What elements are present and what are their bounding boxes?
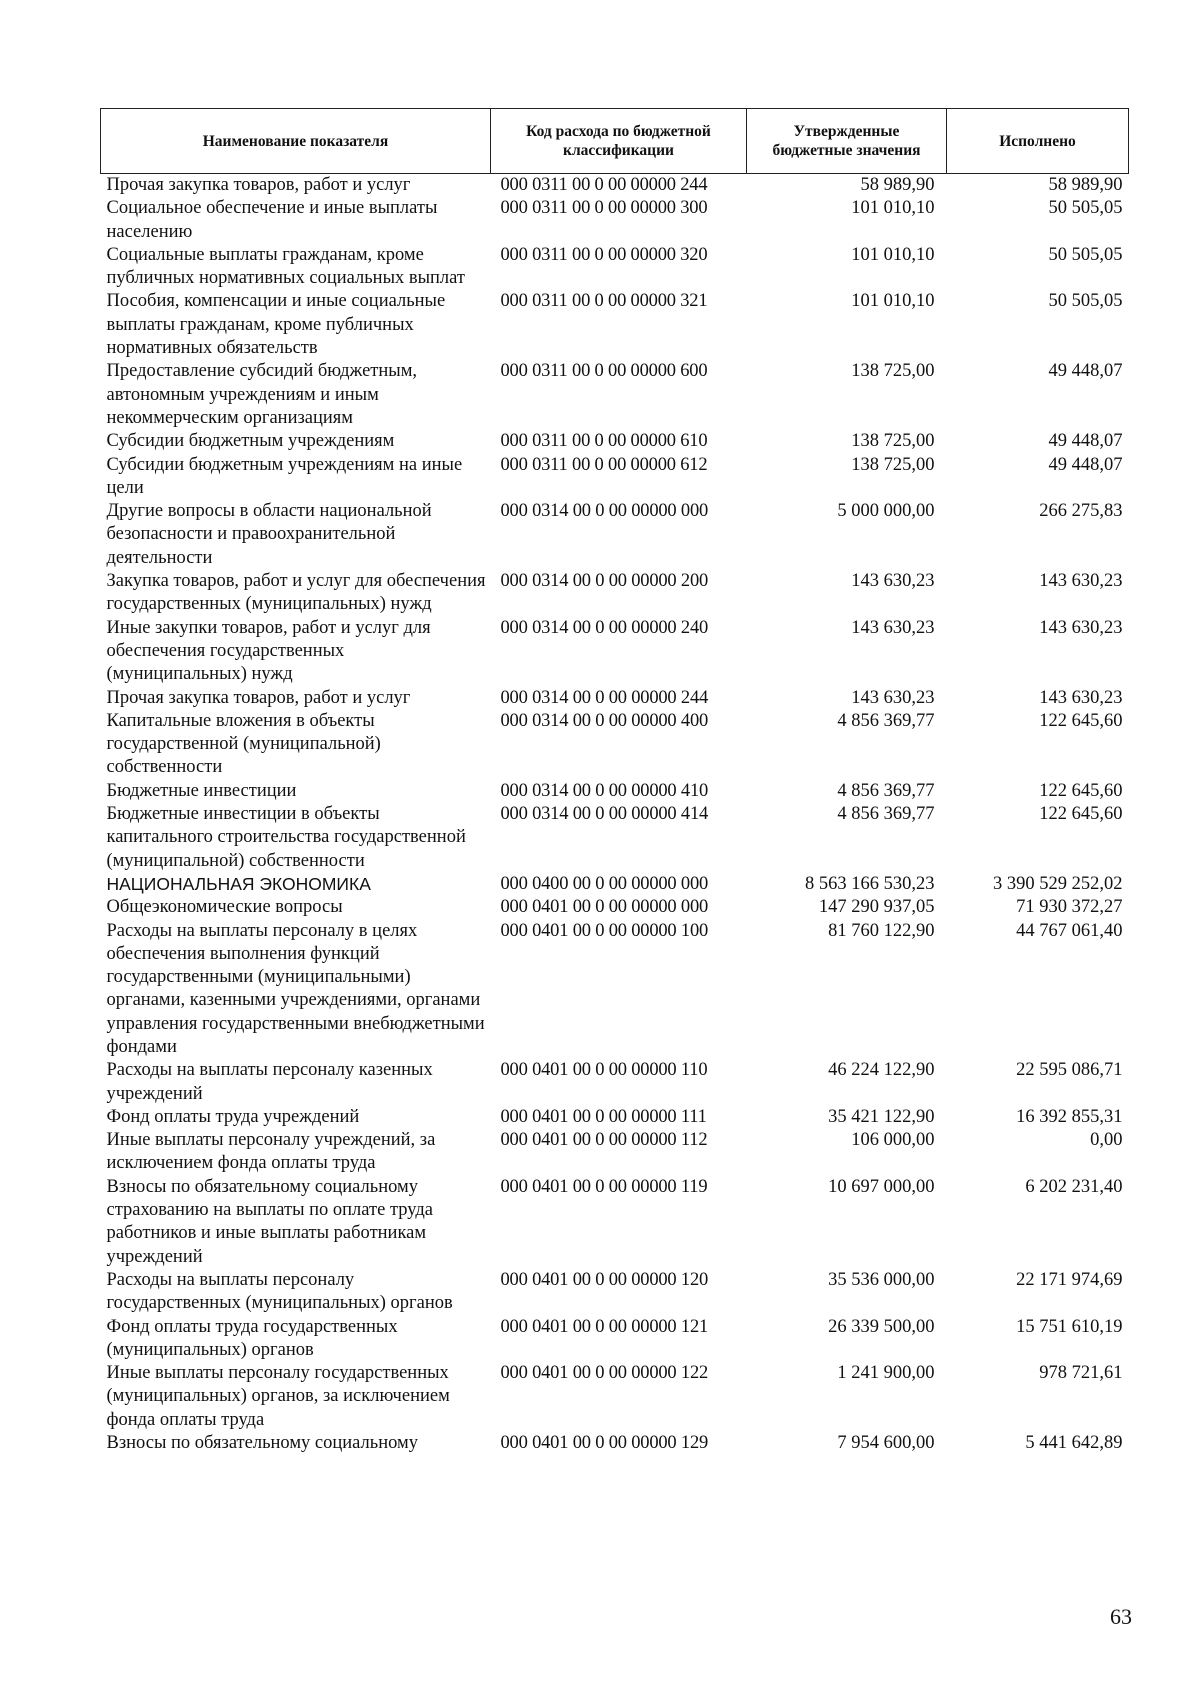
table-row: [101, 430, 1129, 453]
table-row: [101, 896, 1129, 919]
row-executed: 16 392 855,31: [1016, 1106, 1123, 1127]
row-approved: 4 856 369,77: [837, 804, 935, 825]
row-approved: 7 954 600,00: [837, 1433, 935, 1454]
row-name: Бюджетные инвестиции в объекты капитального строительства государственной (муниципальной) собственности: [106, 804, 466, 871]
row-name: Расходы на выплаты персоналу казенных учреждений: [106, 1060, 433, 1104]
row-name: Расходы на выплаты персоналу в целях обеспечения выполнения функций государственными (муниципальными) органами, казенными учреждениями, органами управления государственными внебюджетными фондами: [106, 920, 485, 1057]
row-approved: 101 010,10: [851, 198, 935, 219]
row-code: 000 0401 00 0 00 00000 121: [500, 1316, 709, 1337]
row-code: 000 0311 00 0 00 00000 610: [500, 431, 708, 452]
row-code: 000 0401 00 0 00 00000 112: [500, 1130, 708, 1151]
row-approved: 35 536 000,00: [828, 1269, 935, 1290]
row-approved: 138 725,00: [851, 431, 935, 452]
row-code: 000 0311 00 0 00 00000 244: [500, 175, 708, 195]
table-row: [101, 1269, 1129, 1316]
table-row: [101, 780, 1129, 803]
page-number: 63: [1110, 1604, 1132, 1629]
table-row: [101, 617, 1129, 687]
row-code: 000 0311 00 0 00 00000 320: [500, 244, 708, 265]
row-executed: 122 645,60: [1039, 804, 1123, 825]
row-code: 000 0314 00 0 00 00000 200: [500, 571, 709, 592]
row-code: 000 0401 00 0 00 00000 100: [500, 920, 709, 941]
header-executed: Исполнено: [947, 109, 1129, 174]
row-approved: 143 630,23: [851, 687, 935, 708]
row-executed: 49 448,07: [1048, 361, 1123, 382]
row-name: Взносы по обязательному социальному: [106, 1433, 418, 1454]
row-executed: 5 441 642,89: [1025, 1433, 1123, 1454]
row-approved: 10 697 000,00: [828, 1176, 935, 1197]
row-code: 000 0314 00 0 00 00000 414: [500, 804, 709, 825]
row-name: Капитальные вложения в объекты государственной (муниципальной) собственности: [106, 710, 381, 778]
row-executed: 143 630,23: [1039, 687, 1123, 708]
table-row: [101, 500, 1129, 570]
row-executed: 50 505,05: [1048, 198, 1123, 219]
table-row: [101, 454, 1129, 501]
table-row: [101, 710, 1129, 780]
row-approved: 1 241 900,00: [837, 1363, 935, 1384]
row-name: Фонд оплаты труда государственных (муниципальных) органов: [106, 1316, 398, 1360]
table-row: [101, 1176, 1129, 1269]
row-executed: 0,00: [1090, 1130, 1123, 1151]
row-name: Иные выплаты персоналу государственных (муниципальных) органов, за исключением фонда оплаты труда: [106, 1363, 450, 1430]
row-code: 000 0401 00 0 00 00000 111: [500, 1106, 707, 1127]
row-name: Социальные выплаты гражданам, кроме публичных нормативных социальных выплат: [106, 244, 465, 289]
row-approved: 4 856 369,77: [837, 780, 935, 801]
row-code: 000 0401 00 0 00 00000 129: [500, 1433, 709, 1454]
row-name: Субсидии бюджетным учреждениям на иные цели: [106, 454, 463, 498]
table-row: [101, 687, 1129, 710]
table-row: [101, 1106, 1129, 1129]
row-name: Прочая закупка товаров, работ и услуг: [106, 687, 411, 708]
row-code: 000 0401 00 0 00 00000 000: [500, 897, 709, 918]
row-executed: 50 505,05: [1048, 291, 1123, 312]
row-approved: 81 760 122,90: [828, 920, 935, 941]
row-name: Прочая закупка товаров, работ и услуг: [106, 175, 411, 195]
row-code: 000 0314 00 0 00 00000 244: [500, 687, 709, 708]
table-row: [101, 920, 1129, 1060]
row-name: Общеэкономические вопросы: [106, 897, 343, 918]
row-executed: 58 989,90: [1048, 175, 1123, 195]
table-row: [101, 174, 1129, 198]
row-executed: 22 595 086,71: [1016, 1060, 1123, 1081]
row-approved: 101 010,10: [851, 244, 935, 265]
table-row: [101, 244, 1129, 291]
row-approved: 4 856 369,77: [837, 710, 935, 731]
row-name: Другие вопросы в области национальной безопасности и правоохранительной деятельности: [106, 501, 432, 568]
table-row-section: [101, 873, 1129, 896]
row-executed: 143 630,23: [1039, 571, 1123, 592]
table-row: [101, 290, 1129, 360]
table-row: [101, 1316, 1129, 1363]
row-code: 000 0311 00 0 00 00000 600: [500, 361, 708, 382]
row-name: Расходы на выплаты персоналу государственных (муниципальных) органов: [106, 1269, 453, 1314]
row-name: Пособия, компенсации и иные социальные выплаты гражданам, кроме публичных нормативных обязательств: [106, 291, 446, 359]
row-code: 000 0401 00 0 00 00000 122: [500, 1363, 709, 1384]
row-code: 000 0401 00 0 00 00000 110: [500, 1060, 708, 1081]
row-code: 000 0401 00 0 00 00000 120: [500, 1269, 709, 1290]
row-code: 000 0314 00 0 00 00000 410: [500, 780, 709, 801]
row-executed: 122 645,60: [1039, 710, 1123, 731]
table-row: [101, 197, 1129, 244]
table-row: [101, 1362, 1129, 1432]
row-approved: 138 725,00: [851, 361, 935, 382]
row-name: Иные выплаты персоналу учреждений, за исключением фонда оплаты труда: [106, 1130, 436, 1174]
row-code: 000 0311 00 0 00 00000 300: [500, 198, 708, 219]
table-header: [101, 109, 1129, 174]
row-code: 000 0401 00 0 00 00000 119: [500, 1176, 708, 1197]
table-row: [101, 1059, 1129, 1106]
header-code: Код расхода по бюджетной классификации: [491, 109, 747, 174]
row-executed: 3 390 529 252,02: [993, 873, 1123, 894]
row-approved: 5 000 000,00: [837, 501, 935, 522]
row-executed: 49 448,07: [1048, 454, 1123, 475]
row-name: Закупка товаров, работ и услуг для обеспечения государственных (муниципальных) нужд: [106, 571, 486, 615]
table-row: [101, 1129, 1129, 1176]
row-approved: 46 224 122,90: [828, 1060, 935, 1081]
row-code: 000 0314 00 0 00 00000 400: [500, 710, 709, 731]
row-approved: 106 000,00: [851, 1130, 935, 1151]
row-approved: 58 989,90: [860, 175, 935, 195]
row-approved: 35 421 122,90: [828, 1106, 935, 1127]
row-name: Бюджетные инвестиции: [106, 780, 297, 801]
row-executed: 50 505,05: [1048, 244, 1123, 265]
row-approved: 8 563 166 530,23: [805, 873, 935, 894]
row-executed: 22 171 974,69: [1016, 1269, 1123, 1290]
table-row: [101, 570, 1129, 617]
row-name: Фонд оплаты труда учреждений: [106, 1106, 360, 1127]
row-approved: 143 630,23: [851, 571, 935, 592]
row-name: Предоставление субсидий бюджетным, автономным учреждениям и иным некоммерческим организациям: [106, 361, 418, 428]
row-name: Иные закупки товаров, работ и услуг для обеспечения государственных (муниципальных) нужд: [106, 617, 431, 685]
table-row: [101, 1432, 1129, 1455]
row-approved: 26 339 500,00: [828, 1316, 935, 1337]
row-executed: 49 448,07: [1048, 431, 1123, 452]
row-executed: 266 275,83: [1039, 501, 1123, 522]
row-code: 000 0314 00 0 00 00000 000: [500, 501, 709, 522]
row-approved: 147 290 937,05: [818, 897, 935, 918]
row-executed: 6 202 231,40: [1025, 1176, 1123, 1197]
budget-execution-table: [100, 108, 1129, 1455]
table-body: [101, 174, 1129, 1456]
row-code: 000 0311 00 0 00 00000 321: [500, 291, 708, 312]
row-executed: 122 645,60: [1039, 780, 1123, 801]
row-approved: 101 010,10: [851, 291, 935, 312]
row-name: Субсидии бюджетным учреждениям: [106, 431, 395, 452]
table-row: [101, 803, 1129, 873]
row-approved: 143 630,23: [851, 617, 935, 638]
row-executed: 44 767 061,40: [1016, 920, 1123, 941]
row-name: Взносы по обязательному социальному страхованию на выплаты по оплате труда работников и иные выплаты работникам учреждений: [106, 1176, 433, 1267]
row-executed: 15 751 610,19: [1016, 1316, 1123, 1337]
row-code: 000 0311 00 0 00 00000 612: [500, 454, 708, 475]
row-executed: 71 930 372,27: [1016, 897, 1123, 918]
row-name: НАЦИОНАЛЬНАЯ ЭКОНОМИКА: [106, 873, 371, 894]
row-approved: 138 725,00: [851, 454, 935, 475]
table-row: [101, 360, 1129, 430]
header-approved: Утвержденные бюджетные значения: [747, 109, 947, 174]
row-name: Социальное обеспечение и иные выплаты населению: [106, 198, 438, 242]
row-executed: 143 630,23: [1039, 617, 1123, 638]
header-name: Наименование показателя: [101, 109, 491, 174]
row-code: 000 0400 00 0 00 00000 000: [500, 873, 709, 894]
row-code: 000 0314 00 0 00 00000 240: [500, 617, 709, 638]
row-executed: 978 721,61: [1039, 1363, 1123, 1384]
